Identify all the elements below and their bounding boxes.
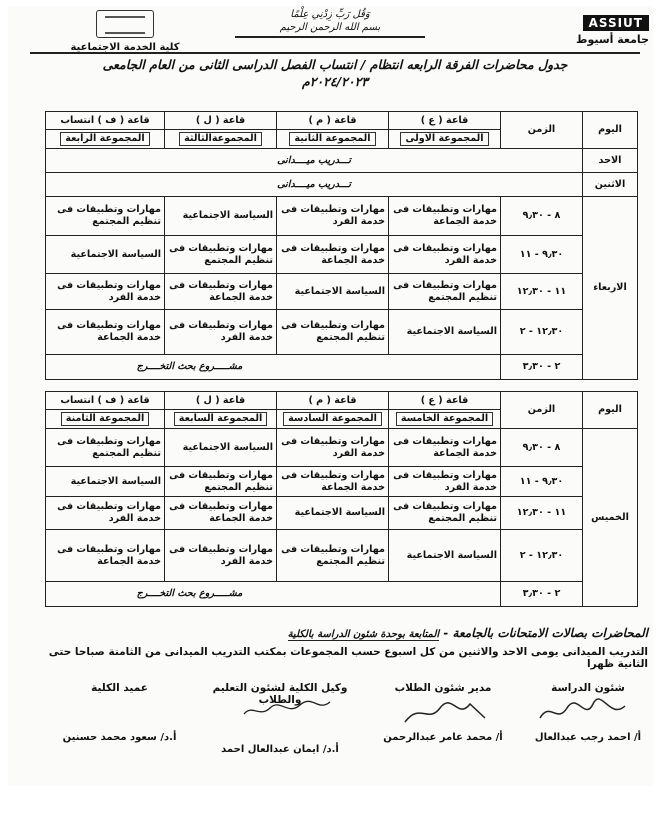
notes-sub: المتابعة بوحدة شئون الدراسة بالكلية (287, 629, 440, 640)
course-cell: مهارات وتطبيقات فى خدمة الجماعة (46, 310, 165, 355)
group-header: المجموعة السادسة (283, 412, 382, 426)
time-cell: ١٢٫٣٠ - ٢ (501, 530, 583, 582)
university-name: جامعة أسيوط (576, 33, 649, 46)
course-cell: مهارات وتطبيقات فى خدمة الجماعة (277, 236, 389, 274)
group-header: المجموعة الخامسة (396, 412, 493, 426)
course-cell: السياسة الاجتماعية (46, 467, 165, 497)
course-cell: مهارات وتطبيقات فى خدمة الفرد (46, 274, 165, 310)
handwritten-signature-icon (240, 696, 335, 722)
hall-header: قاعة ( ع ) (389, 392, 501, 410)
signature-title: شئون الدراسة (551, 682, 625, 694)
time-cell: ١١ - ١٢٫٣٠ (501, 497, 583, 530)
course-cell: السياسة الاجتماعية (46, 236, 165, 274)
course-cell: مهارات وتطبيقات فى تنظيم المجتمع (277, 310, 389, 355)
schedule-table-1 (45, 111, 638, 380)
group-header: المجموعة الثانية (289, 132, 375, 146)
group-header: المجموعةالثالثة (179, 132, 262, 146)
course-cell: مهارات وتطبيقات فى خدمة الفرد (165, 530, 277, 582)
title-line-2: ٢٠٢٤/٢٠٢٣م (301, 74, 369, 89)
course-cell: مهارات وتطبيقات فى خدمة الجماعة (165, 497, 277, 530)
course-cell: مهارات وتطبيقات فى خدمة الجماعة (389, 197, 501, 236)
signature-name: أ.د/ سعود محمد حسنين (62, 732, 177, 743)
day-cell: الاحد (583, 149, 638, 173)
signature-title: مدير شئون الطلاب (394, 682, 492, 694)
course-cell: مهارات وتطبيقات فى خدمة الجماعة (277, 467, 389, 497)
course-cell: مهارات وتطبيقات فى تنظيم المجتمع (46, 429, 165, 467)
notes-block (22, 626, 648, 670)
course-cell: مهارات وتطبيقات فى خدمة الجماعة (46, 530, 165, 582)
time-cell: ١٢٫٣٠ - ٢ (501, 310, 583, 355)
time-cell: ١١ - ١٢٫٣٠ (501, 274, 583, 310)
course-cell: مهارات وتطبيقات فى خدمة الفرد (46, 497, 165, 530)
header-rule (235, 36, 425, 38)
notes-main: المحاضرات بصالات الامتحانات بالجامعة - (443, 626, 648, 640)
day-header: اليوم (583, 392, 638, 429)
course-cell: مهارات وتطبيقات فى خدمة الجماعة (165, 274, 277, 310)
course-cell: السياسة الاجتماعية (389, 310, 501, 355)
group-header: المجموعة السابعة (174, 412, 268, 426)
course-cell: مهارات وتطبيقات فى تنظيم المجتمع (389, 497, 501, 530)
course-cell: مهارات وتطبيقات فى تنظيم المجتمع (165, 467, 277, 497)
calligraphy-line-1: وَقُل رَبِّ زِدْنِي عِلْمًا (290, 9, 370, 20)
calligraphy-line-2: بسم الله الرحمن الرحيم (279, 22, 381, 33)
time-cell: ٨ - ٩٫٣٠ (501, 197, 583, 236)
schedule-table-2 (45, 391, 638, 607)
course-cell: مهارات وتطبيقات فى خدمة الفرد (165, 310, 277, 355)
day-cell: الخميس (583, 429, 638, 607)
course-cell: مهارات وتطبيقات فى تنظيم المجتمع (389, 274, 501, 310)
hall-header: قاعة ( ع ) (389, 112, 501, 130)
handwritten-signature-icon (400, 698, 490, 728)
course-cell: مهارات وتطبيقات فى خدمة الفرد (389, 236, 501, 274)
time-cell: ٢ - ٣٫٣٠ (501, 355, 583, 380)
day-cell: الاثنين (583, 173, 638, 197)
hall-header: قاعة ( ف ) انتساب (46, 392, 165, 410)
field-training-cell: تـــدريب ميــــدانى (46, 149, 583, 173)
university-header (529, 12, 649, 46)
field-training-cell: تـــدريب ميــــدانى (46, 173, 583, 197)
faculty-name: كلية الخدمة الاجتماعية (70, 42, 180, 53)
signature-name: أ.د/ ايمان عبدالعال احمد (221, 744, 339, 755)
group-header: المجموعة الاولى (400, 132, 488, 146)
time-cell: ٩٫٣٠ - ١١ (501, 236, 583, 274)
signature-name: أ/ احمد رجب عبدالعال (534, 732, 642, 743)
hall-header: قاعة ( م ) (277, 112, 389, 130)
hall-header: قاعة ( ل ) (165, 112, 277, 130)
signature-title: وكيل الكلية لشئون التعليم والطلاب (212, 682, 348, 706)
course-cell: السياسة الاجتماعية (277, 274, 389, 310)
course-cell: السياسة الاجتماعية (165, 429, 277, 467)
course-cell: مهارات وتطبيقات فى تنظيم المجتمع (165, 236, 277, 274)
hall-header: قاعة ( ف ) انتساب (46, 112, 165, 130)
day-cell: الاربعاء (583, 197, 638, 380)
faculty-header (70, 10, 180, 53)
calligraphy-header (235, 8, 425, 38)
course-cell: السياسة الاجتماعية (277, 497, 389, 530)
course-cell: مهارات وتطبيقات فى خدمة الفرد (277, 197, 389, 236)
signature-name: أ/ محمد عامر عبدالرحمن (383, 732, 503, 743)
title-line-1: جدول محاضرات الفرقة الرابعه انتظام / انتساب الفصل الدراسى الثانى من العام الجامعى (30, 52, 640, 73)
signature-block (52, 682, 187, 743)
course-cell: مهارات وتطبيقات فى خدمة الفرد (277, 429, 389, 467)
course-cell: مهارات وتطبيقات فى تنظيم المجتمع (277, 530, 389, 582)
page-title (30, 52, 640, 90)
signature-title: عميد الكلية (91, 682, 148, 694)
day-header: اليوم (583, 112, 638, 149)
hall-header: قاعة ( م ) (277, 392, 389, 410)
university-logo: ASSIUT (583, 15, 649, 31)
faculty-seal-icon (96, 10, 154, 38)
group-header: المجموعة الثامنة (61, 412, 149, 426)
course-cell: السياسة الاجتماعية (165, 197, 277, 236)
group-header: المجموعة الرابعة (60, 132, 149, 146)
notes-training: التدريب الميدانى يومى الاحد والاثنين من كل اسبوع حسب المجموعات بمكتب التدريب الميدانى من الثامنة صباحا حتى الثانية ظهرا (48, 646, 648, 670)
handwritten-signature-icon (535, 696, 630, 726)
graduation-project-cell: مشـــــروع بحث التخــــرج (46, 582, 501, 607)
graduation-project-cell: مشـــــروع بحث التخــــرج (46, 355, 501, 380)
hall-header: قاعة ( ل ) (165, 392, 277, 410)
time-cell: ٨ - ٩٫٣٠ (501, 429, 583, 467)
time-cell: ٢ - ٣٫٣٠ (501, 582, 583, 607)
course-cell: السياسة الاجتماعية (389, 530, 501, 582)
course-cell: مهارات وتطبيقات فى خدمة الفرد (389, 467, 501, 497)
course-cell: مهارات وتطبيقات فى تنظيم المجتمع (46, 197, 165, 236)
time-header: الزمن (501, 392, 583, 429)
time-cell: ٩٫٣٠ - ١١ (501, 467, 583, 497)
course-cell: مهارات وتطبيقات فى خدمة الجماعة (389, 429, 501, 467)
time-header: الزمن (501, 112, 583, 149)
